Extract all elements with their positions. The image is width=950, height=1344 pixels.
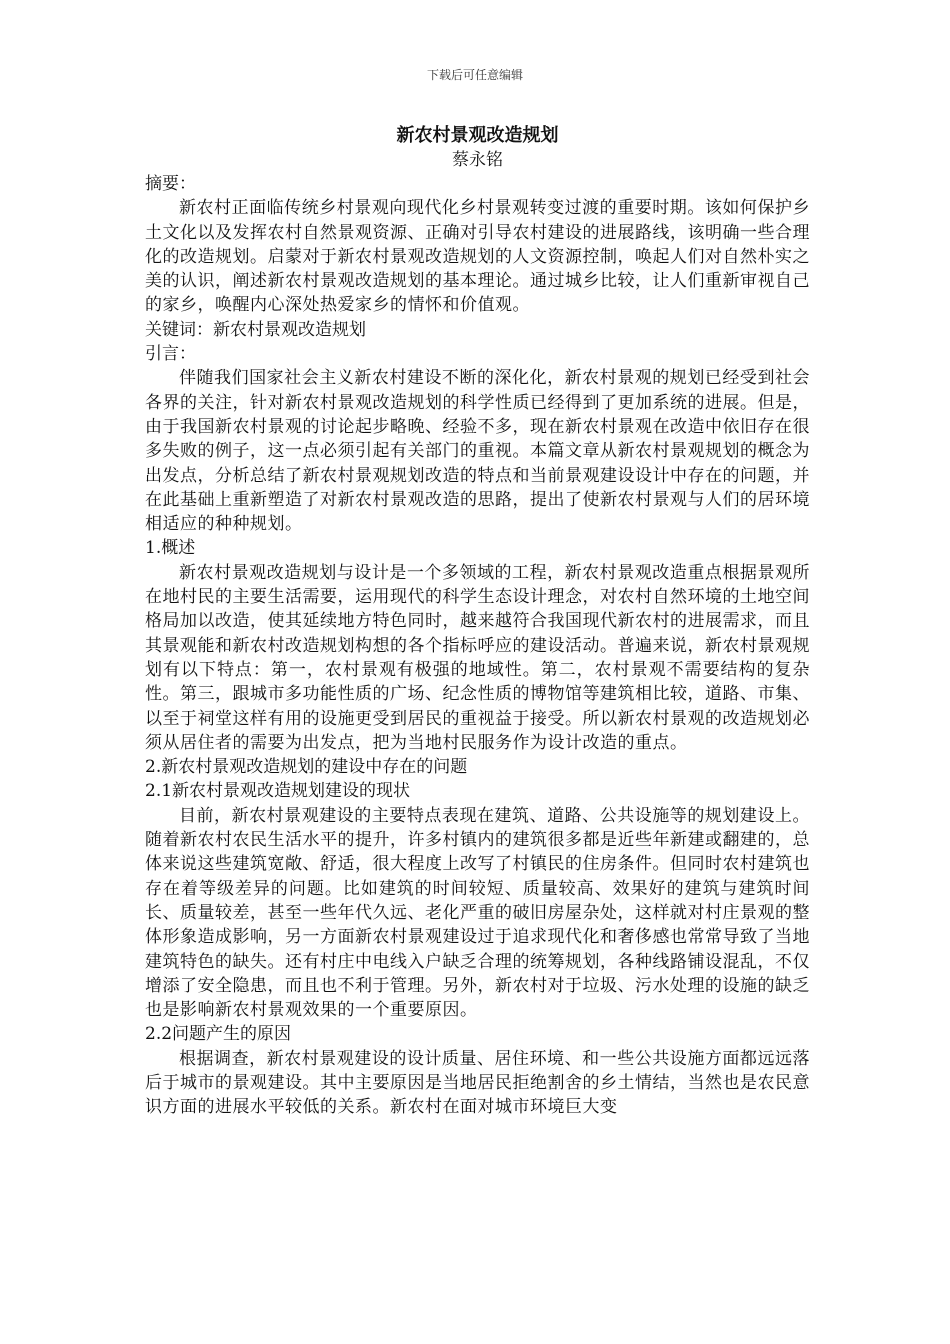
section-2-heading: 2.新农村景观改造规划的建设中存在的问题	[145, 757, 468, 778]
document-title: 新农村景观改造规划	[396, 125, 559, 146]
section-2-2-paragraph: 根据调查，新农村景观建设的设计质量、居住环境、和一些公共设施方面都远远落后于城市的景观建设。其中主要原因是当地居民拒绝割舍的乡土情结，当然也是农民意识方面的进展水平较低的关系。新农村在面对城市环境巨大变	[145, 1048, 810, 1118]
abstract-label: 摘要：	[145, 174, 196, 194]
intro-paragraph: 伴随我们国家社会主义新农村建设不断的深化化，新农村景观的规划已经受到社会各界的关注，针对新农村景观改造规划的科学性质已经得到了更加系统的进展。但是，由于我国新农村景观的讨论起步略晚、经验不多，现在新农村景观在改造中依旧存在很多失败的例子，这一点必须引起有关部门的重视。本篇文章从新农村景观规划的概念为出发点，分析总结了新农村景观规划改造的特点和当前景观建设设计中存在的问题，并在此基础上重新塑造了对新农村景观改造的思路，提出了使新农村景观与人们的居环境相适应的种种规划。	[145, 368, 810, 535]
section-2-1-heading: 2.1新农村景观改造规划建设的现状	[145, 781, 411, 802]
intro-label: 引言：	[145, 344, 196, 365]
section-2-1-paragraph: 目前，新农村景观建设的主要特点表现在建筑、道路、公共设施等的规划建设上。随着新农村农民生活水平的提升，许多村镇内的建筑很多都是近些年新建或翻建的，总体来说这些建筑宽敞、舒适，很大程度上改写了村镇民的住房条件。但同时农村建筑也存在着等级差异的问题。比如建筑的时间较短、质量较高、效果好的建筑与建筑时间长、质量较差，甚至一些年代久远、老化严重的破旧房屋杂处，这样就对村庄景观的整体形象造成影响，另一方面新农村景观建设过于追求现代化和奢侈感也常常导致了当地建筑特色的缺失。还有村庄中电线入户缺乏合理的统筹规划，各种线路铺设混乱，不仅增添了安全隐患，而且也不利于管理。另外，新农村对于垃圾、污水处理的设施的缺乏也是影响新农村景观效果的一个重要原因。	[145, 805, 810, 1021]
abstract-paragraph: 新农村正面临传统乡村景观向现代化乡村景观转变过渡的重要时期。该如何保护乡土文化以及发挥农村自然景观资源、正确对引导农村建设的进展路线，该明确一些合理化的改造规划。启蒙对于新农村景观改造规划的人文资源控制，唤起人们对自然朴实之美的认识，阐述新农村景观改造规划的基本理论。通过城乡比较，让人们重新审视自己的家乡，唤醒内心深处热爱家乡的情怀和价值观。	[145, 198, 810, 316]
section-1-heading: 1.概述	[145, 538, 196, 559]
document-body	[145, 124, 810, 1120]
section-2-2-heading: 2.2问题产生的原因	[145, 1024, 292, 1045]
section-1-paragraph: 新农村景观改造规划与设计是一个多领域的工程，新农村景观改造重点根据景观所在地村民的主要生活需要，运用现代的科学生态设计理念，对农村自然环境的土地空间格局加以改造，使其延续地方特色同时，越来越符合我国现代新农村的进展需求，而且其景观能和新农村改造规划构想的各个指标呼应的建设活动。普遍来说，新农村景观规划有以下特点：第一，农村景观有极强的地域性。第二，农村景观不需要结构的复杂性。第三，跟城市多功能性质的广场、纪念性质的博物馆等建筑相比较，道路、市集、以至于祠堂这样有用的设施更受到居民的重视益于接受。所以新农村景观的改造规划必须从居住者的需要为出发点，把为当地村民服务作为设计改造的重点。	[145, 562, 810, 753]
document-author: 蔡永铭	[452, 150, 503, 170]
keywords-line: 关键词：新农村景观改造规划	[145, 319, 366, 340]
page-header-note: 下载后可任意编辑	[426, 68, 523, 82]
